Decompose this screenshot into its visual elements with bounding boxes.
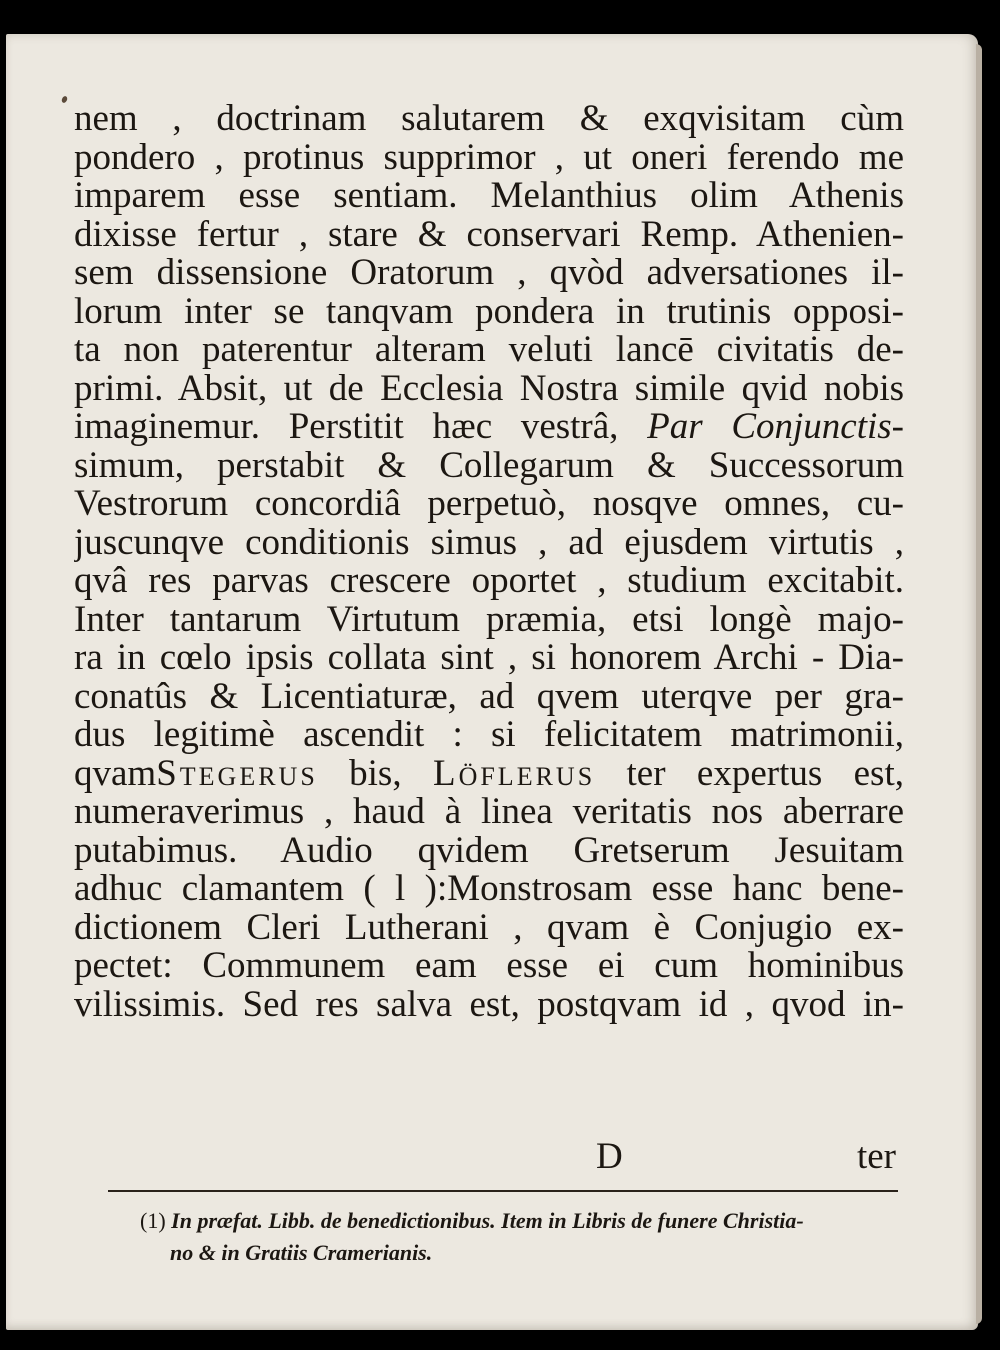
text-segment: imaginemur. Perstitit hæc vestrâ, — [74, 408, 619, 447]
signature-row — [74, 1135, 896, 1175]
footnote — [140, 1205, 900, 1269]
page-edge — [976, 44, 982, 1324]
text-line: Vestrorum concordiâ perpetuò, nosqve omnes, cu- — [74, 485, 904, 524]
text-line: dictionem Cleri Lutherani , qvam è Conjugio ex- — [74, 908, 904, 947]
footnote-line: no & in Gratiis Cramerianis. — [170, 1240, 433, 1265]
text-line: conatûs & Licentiaturæ, ad qvem uterqve per gra- — [74, 677, 904, 716]
text-line: sem dissensione Oratorum , qvòd adversationes il- — [74, 254, 904, 293]
text-line: primi. Absit, ut de Ecclesia Nostra simile qvid nobis — [74, 369, 904, 408]
text-line: ra in cœlo ipsis collata sint , si honorem Archi - Dia- — [74, 639, 904, 678]
footnote-text: In præfat. Libb. de benedictionibus. Item in Libris de funere Christia- — [165, 1208, 804, 1233]
footnote-line — [140, 1205, 900, 1237]
italic-phrase: Par Conjunctis- — [647, 408, 904, 447]
text-line — [74, 447, 904, 486]
text-line: putabimus. Audio qvidem Gretserum Jesuitam — [74, 831, 904, 870]
text-line: pectet: Communem eam esse ei cum hominibus — [74, 947, 904, 986]
text-line: ta non paterentur alteram veluti lancē civitatis de- — [74, 331, 904, 370]
text-line: numeraverimus , haud à linea veritatis nos aberrare — [74, 793, 904, 832]
text-segment: qvam — [74, 754, 157, 793]
text-line: qvâ res parvas crescere oportet , studium excitabit. — [74, 562, 904, 601]
text-line: nem , doctrinam salutarem & exqvisitam cùm — [74, 100, 904, 139]
footnote-rule — [108, 1190, 898, 1192]
text-line: juscunqve conditionis simus , ad ejusdem virtutis , — [74, 523, 904, 562]
text-segment: bis, — [317, 754, 433, 793]
signature-mark: D — [596, 1136, 623, 1177]
text-line: dixisse fertur , stare & conservari Remp. Athenien- — [74, 215, 904, 254]
name-loflerus: Löflerus — [432, 754, 596, 793]
footnote-marker: (1) — [140, 1208, 166, 1233]
text-segment: ter expertus est, — [595, 754, 904, 793]
text-segment: simum, perstabit & Collegarum & Successorum — [74, 446, 904, 485]
text-line: dus legitimè ascendit : si felicitatem matrimonii, — [74, 716, 904, 755]
text-line-with-italic — [74, 408, 904, 447]
text-line: lorum inter se tanqvam pondera in trutinis opposi- — [74, 292, 904, 331]
text-line: pondero , protinus supprimor , ut oneri ferendo me — [74, 138, 904, 177]
text-line-with-names — [74, 755, 904, 794]
name-stegerus: Stegerus — [156, 754, 318, 793]
text-line: Inter tantarum Virtutum præmia, etsi longè majo- — [74, 600, 904, 639]
text-line: vilissimis. Sed res salva est, postqvam id , qvod in- — [74, 985, 904, 1024]
text-line: adhuc clamantem ( l ):Monstrosam esse hanc bene- — [74, 870, 904, 909]
body-text — [74, 100, 904, 1024]
ink-speck — [61, 95, 68, 103]
text-line: imparem esse sentiam. Melanthius olim Athenis — [74, 177, 904, 216]
catchword: ter — [856, 1136, 896, 1177]
